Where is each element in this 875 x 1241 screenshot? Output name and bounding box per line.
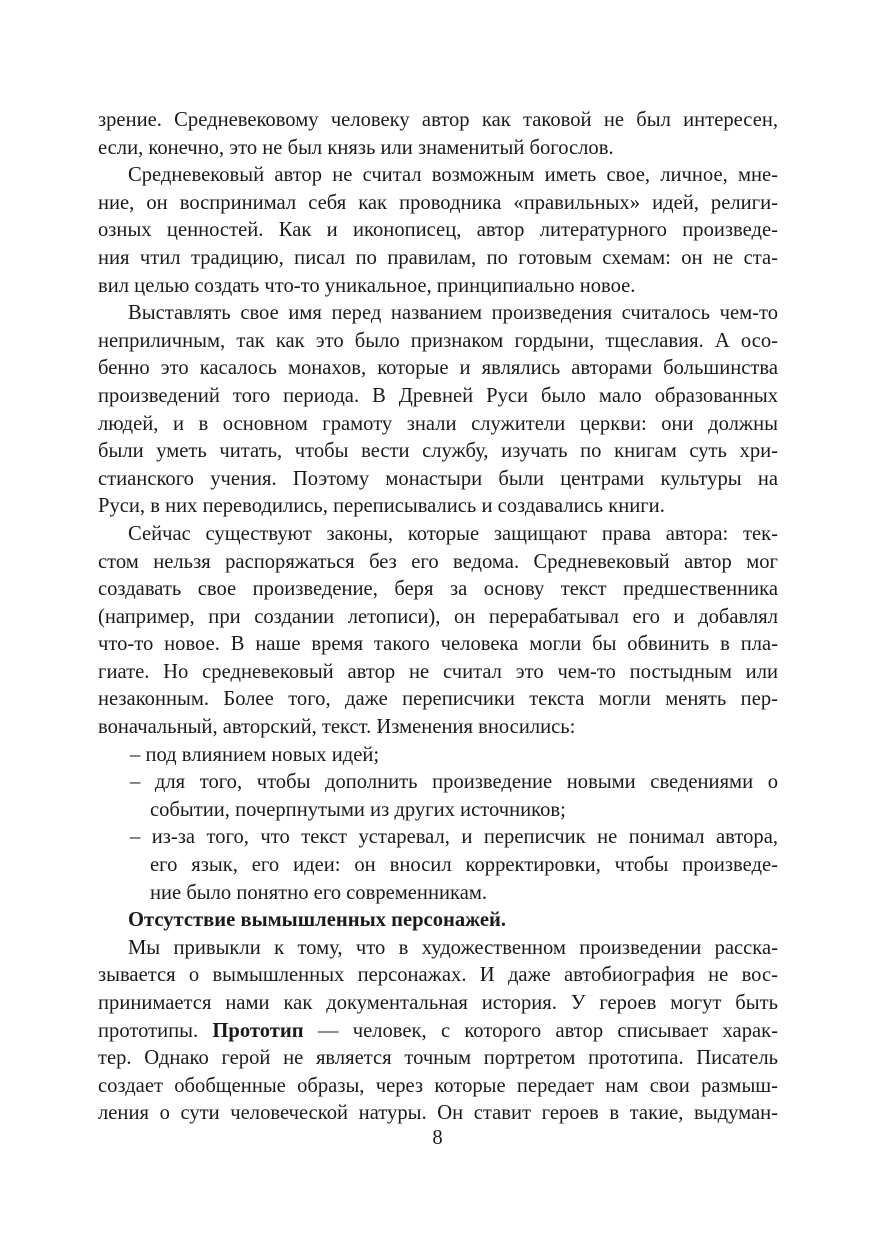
page-number: 8: [432, 1127, 443, 1149]
text-line-with-term: [98, 1018, 778, 1046]
list-item-continuation: ние было понятно его современникам.: [150, 881, 488, 904]
text-line: зрение. Средневековому человеку автор как таковой не был интересен,: [98, 109, 778, 131]
list-item: – под влиянием новых идей;: [130, 743, 380, 766]
list-item-continuation: его язык, его идеи: он вносил корректировки, чтобы произведе-: [150, 854, 778, 877]
text-line: ния чтил традицию, писал по правилам, по готовым схемам: он не ста-: [98, 246, 778, 269]
text-segment: — человек, с которого автор списывает харак-: [303, 1019, 778, 1042]
text-line: создает обобщенные образы, через которые передает нам свои размыш-: [98, 1074, 778, 1097]
list-item-continuation: событии, почерпнутыми из других источников;: [150, 798, 566, 821]
section-heading: Отсутствие вымышленных персонажей.: [128, 909, 506, 932]
text-line: Выставлять свое имя перед названием произведения считалось чем-то: [128, 302, 778, 325]
text-line: были уметь читать, чтобы вести службу, изучать по книгам суть хри-: [98, 440, 778, 463]
text-line: Мы привыкли к тому, что в художественном произведении расска-: [128, 936, 778, 959]
text-line: воначальный, авторский, текст. Изменения вносились:: [98, 716, 576, 739]
list-item: – из-за того, что текст устаревал, и переписчик не понимал автора,: [130, 826, 778, 849]
text-line: Руси, в них переводились, переписывались и создавались книги.: [98, 495, 665, 518]
text-line: Сейчас существуют законы, которые защищают права автора: тек-: [128, 522, 778, 545]
text-line: что-то новое. В наше время такого человека могли бы обвинить в пла-: [98, 633, 778, 656]
text-line: если, конечно, это не был князь или знаменитый богослов.: [98, 136, 614, 159]
text-line: (например, при создании летописи), он перерабатывал его и добавлял: [98, 605, 778, 628]
text-line: неприличным, так как это было признаком гордыни, тщеславия. А осо-: [98, 329, 778, 352]
text-line: вил целью создать что-то уникальное, принципиально новое.: [98, 274, 636, 297]
text-line: Средневековый автор не считал возможным иметь свое, личное, мне-: [128, 164, 778, 187]
text-line: стом нельзя распоряжаться без его ведома. Средневековый автор мог: [98, 550, 778, 573]
text-line: стианского учения. Поэтому монастыри были центрами культуры на: [98, 467, 778, 490]
text-line: произведений того периода. В Древней Руси было мало образованных: [98, 384, 778, 407]
text-line: принимается нами как документальная история. У героев могут быть: [98, 992, 778, 1014]
list-item: – для того, чтобы дополнить произведение новыми сведениями о: [130, 771, 778, 794]
text-line: создавать свое произведение, беря за основу текст предшественника: [98, 578, 778, 601]
text-line: людей, и в основном грамоту знали служители церкви: они должны: [98, 412, 778, 435]
text-line: незаконным. Более того, даже переписчики текста могли менять пер-: [98, 688, 778, 711]
text-line: гиате. Но средневековый автор не считал это чем-то постыдным или: [98, 660, 778, 683]
text-line: зывается о вымышленных персонажах. И даже автобиография не вос-: [98, 964, 778, 987]
text-segment: прототипы.: [98, 1019, 213, 1042]
text-line: тер. Однако герой не является точным портретом прототипа. Писатель: [98, 1047, 778, 1070]
text-line: ления о сути человеческой натуры. Он ставит героев в такие, выдуман-: [98, 1102, 778, 1125]
text-line: ние, он воспринимал себя как проводника «правильных» идей, религи-: [98, 191, 778, 214]
page-body: [98, 107, 778, 1128]
text-line: озных ценностей. Как и иконописец, автор литературного произведе-: [98, 219, 778, 242]
text-line: бенно это касалось монахов, которые и являлись авторами большинства: [98, 357, 778, 380]
term-prototype: Прототип: [212, 1019, 304, 1042]
